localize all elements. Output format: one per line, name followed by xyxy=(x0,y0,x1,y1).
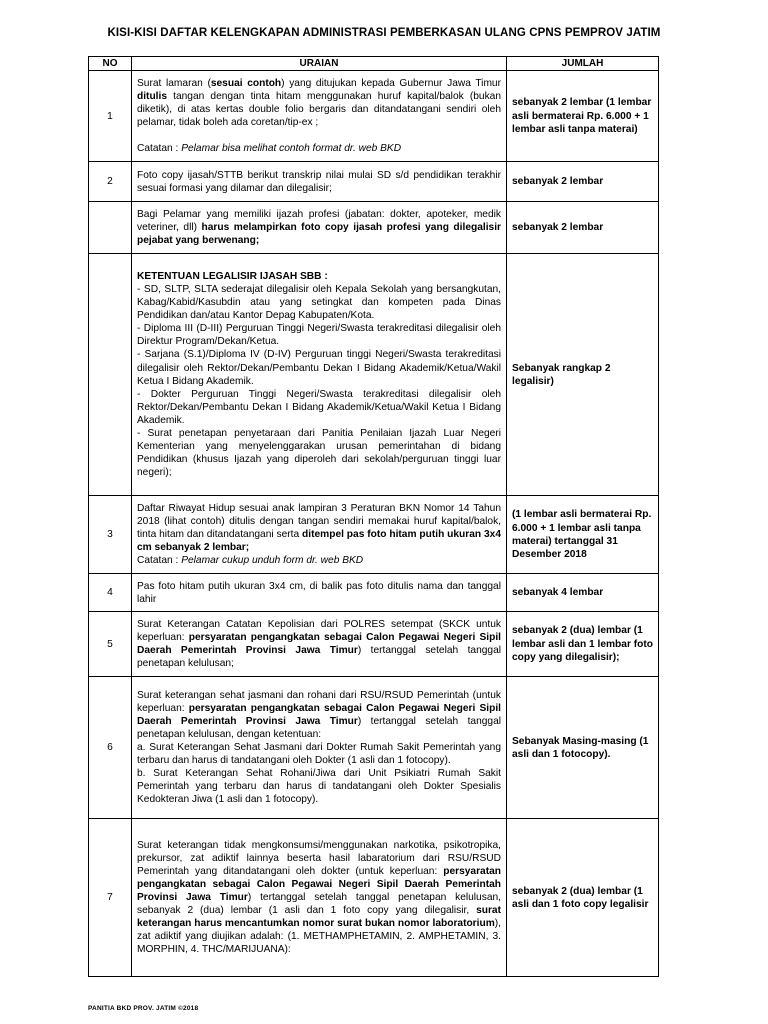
row-description xyxy=(132,202,507,254)
row-quantity: sebanyak 4 lembar xyxy=(507,574,659,612)
quantity-date: tertanggal 31 Desember 2018 xyxy=(512,535,618,560)
text-segment-bold: persyaratan pengangkatan sebagai Calon Pegawai Negeri Sipil Daerah Pemerintah Provinsi Jawa Timur xyxy=(137,865,501,904)
text-segment: Surat keterangan tidak mengkonsumsi/menggunakan narkotika, psikotropika, prekursor, zat adiktif lainnya beserta hasil labaratorium dari RSU/RSUD Pemerintah yang ditandatangani oleh dokter (untuk keperluan: xyxy=(137,839,501,877)
requirements-table xyxy=(88,56,659,977)
quantity-detail: (1 lembar asli dan 1 lembar foto copy yang dilegalisir); xyxy=(512,625,653,663)
row-quantity: sebanyak 2 lembar (1 lembar asli bermaterai Rp. 6.000 + 1 lembar asli tanpa materai) xyxy=(507,71,659,162)
row-number: 2 xyxy=(89,162,132,202)
text-segment: ) tertanggal setelah tanggal penetapan kelulusan, dengan ketentuan: xyxy=(137,715,501,740)
text-segment-bold: persyaratan pengangkatan sebagai Calon Pegawai Negeri Sipil Daerah Pemerintah Provinsi Jawa Timur xyxy=(137,632,502,657)
list-item: b. Surat Keterangan Sehat Rohani/Jiwa dari Unit Psikiatri Rumah Sakit Pemerintah yang terbaru dan harus di tandatangani oleh Dokter Spesialis Kedokteran Jiwa (1 asli dan 1 fotocopy). xyxy=(137,768,501,806)
table-row xyxy=(89,612,659,677)
row-quantity: sebanyak 2 lembar xyxy=(507,162,659,202)
quantity-text: sebanyak 2 (dua) lembar xyxy=(512,625,634,637)
list-item: - Dokter Perguruan Tinggi Negeri/Swasta terakreditasi dilegalisir oleh Rektor/Dekan/Pembantu Dekan I Bidang Akademik/Ketua/Wakil Ketua I Bidang Akademik. xyxy=(137,388,501,426)
row-quantity xyxy=(507,677,659,819)
row-number: 5 xyxy=(89,612,132,677)
row-number: 1 xyxy=(89,71,132,162)
row-description xyxy=(132,612,507,677)
text-segment: ) tertanggal setelah tanggal penetapan kelulusan; xyxy=(137,645,501,670)
text-segment: Bagi Pelamar yang memiliki ijazah profesi (jabatan: dokter, apoteker, medik veteriner, dll) xyxy=(137,208,501,234)
row-quantity: sebanyak 2 lembar xyxy=(507,202,659,254)
text-segment: Surat lamaran ( xyxy=(137,77,211,89)
row-quantity: Sebanyak rangkap 2 legalisir) xyxy=(507,254,659,496)
header-uraian: URAIAN xyxy=(132,57,507,71)
text-segment: Daftar Riwayat Hidup sesuai anak lampiran 3 Peraturan BKN Nomor 14 Tahun 2018 (lihat contoh) ditulis dengan tangan sendiri memakai huruf kapital/balok, tinta hitam dan ditandatangani serta xyxy=(137,502,501,541)
list-item: a. Surat Keterangan Sehat Jasmani dari Dokter Rumah Sakit Pemerintah yang terbaru dan harus di tandatangani oleh Dokter (1 asli dan 1 fotocopy). xyxy=(137,742,501,767)
table-row xyxy=(89,819,659,977)
note-text: Pelamar cukup unduh form dr. web BKD xyxy=(181,555,364,567)
text-segment-bold: harus melampirkan foto copy ijasah profesi yang dilegalisir pejabat yang berwenang; xyxy=(137,222,501,247)
text-segment-bold: ditulis xyxy=(137,90,167,102)
row-description xyxy=(132,71,507,162)
row-description xyxy=(132,496,507,574)
text-segment-bold: surat keterangan harus mencantumkan nomor surat bukan nomor laboratorium xyxy=(137,905,501,930)
text-segment-bold: persyaratan pengangkatan sebagai Calon Pegawai Negeri Sipil Daerah Pemerintah Provinsi Jawa Timur xyxy=(137,702,502,727)
list-item: - Surat penetapan penyetaraan dari Panitia Penilaian Ijazah Luar Negeri Kementerian yang menyelenggarakan urusan pemerintahan di bidang Pendidikan (khusus Ijazah yang diperoleh dari sekolah/perguruan tinggi luar negeri); xyxy=(137,427,501,478)
row-description xyxy=(132,254,507,496)
row-number xyxy=(89,202,132,254)
text-segment: ), zat adiktif yang diujikan adalah: (1. METHAMPHETAMIN, 2. AMPHETAMIN, 3. MORPHIN, 4. THC/MARIJUANA): xyxy=(137,918,501,956)
quantity-detail: (1 asli dan 1 fotocopy). xyxy=(512,735,649,760)
row-number: 7 xyxy=(89,819,132,977)
row-quantity xyxy=(507,612,659,677)
text-segment: Foto copy ijasah/STTB berikut transkrip nilai mulai SD s/d pendidikan terakhir sesuai formasi yang dilamar dan dilegalisir; xyxy=(137,169,501,194)
row-quantity xyxy=(507,496,659,574)
legalisir-heading: KETENTUAN LEGALISIR IJASAH SBB : xyxy=(137,271,328,283)
text-segment: Surat keterangan sehat jasmani dan rohani dari RSU/RSUD Pemerintah (untuk keperluan: xyxy=(137,689,501,714)
row-number: 3 xyxy=(89,496,132,574)
table-row xyxy=(89,496,659,574)
footer-credit: PANITIA BKD PROV. JATIM ©2018 xyxy=(88,1005,199,1012)
table-row xyxy=(89,162,659,202)
row-number: 6 xyxy=(89,677,132,819)
table-row xyxy=(89,574,659,612)
table-header-row xyxy=(89,57,659,71)
text-segment: ) yang ditujukan kepada Gubernur Jawa Timur xyxy=(281,77,501,89)
document-title: KISI-KISI DAFTAR KELENGKAPAN ADMINISTRASI PEMBERKASAN ULANG CPNS PEMPROV JATIM xyxy=(107,27,661,39)
text-segment: tangan dengan tinta hitam menggunakan huruf kapital/balok (bukan diketik), di atas kertas double folio bergaris dan ditandatangani sendiri oleh pelamar, tidak boleh ada coretan/tip-ex ; xyxy=(137,90,501,129)
row-number: 4 xyxy=(89,574,132,612)
text-segment-bold: ditempel pas foto hitam putih ukuran 3x4 cm sebanyak 2 lembar; xyxy=(137,529,502,554)
text-segment: Surat Keterangan Catatan Kepolisian dari POLRES setempat (SKCK untuk keperluan: xyxy=(137,618,501,643)
header-jumlah: JUMLAH xyxy=(507,57,659,71)
row-description xyxy=(132,677,507,819)
table-row xyxy=(89,677,659,819)
text-segment-bold: sesuai contoh xyxy=(210,77,282,89)
note-label: Catatan : xyxy=(137,555,182,567)
row-description xyxy=(132,162,507,202)
text-segment: ) tertanggal setelah tanggal penetapan kelulusan, sebanyak 2 (dua) lembar (1 asli dan 1 foto copy yang dilegalisir, xyxy=(137,892,501,917)
table-row xyxy=(89,254,659,496)
header-no: NO xyxy=(89,57,132,71)
note-label: Catatan : xyxy=(137,143,182,155)
text-segment: Pas foto hitam putih ukuran 3x4 cm, di balik pas foto ditulis nama dan tanggal lahir xyxy=(137,580,501,605)
list-item: - SD, SLTP, SLTA sederajat dilegalisir oleh Kepala Sekolah yang bersangkutan, Kabag/Kabid/Kasubdin atau yang setingkat dan kompeten pada Dinas Pendidikan dan/atau Kantor Depag Kabupaten/Kota. xyxy=(137,284,501,322)
quantity-text: (1 lembar asli bermaterai Rp. 6.000 + 1 lembar asli tanpa materai) xyxy=(512,509,652,547)
list-item: - Sarjana (S.1)/Diploma IV (D-IV) Perguruan tinggi Negeri/Swasta terakreditasi dilegalisir oleh Rektor/Dekan/Pembantu Dekan I Bidang Akademik/Ketua/Wakil Ketua I Bidang Akademik. xyxy=(137,349,501,387)
row-description xyxy=(132,574,507,612)
table-row xyxy=(89,202,659,254)
table-row xyxy=(89,71,659,162)
row-quantity: sebanyak 2 (dua) lembar (1 asli dan 1 foto copy legalisir xyxy=(507,819,659,977)
list-item: - Diploma III (D-III) Perguruan Tinggi Negeri/Swasta terakreditasi dilegalisir oleh Direktur Program/Dekan/Ketua. xyxy=(137,323,501,348)
row-description xyxy=(132,819,507,977)
note-text: Pelamar bisa melihat contoh format dr. web BKD xyxy=(181,143,402,155)
row-number xyxy=(89,254,132,496)
quantity-text: Sebanyak Masing-masing xyxy=(512,735,640,747)
